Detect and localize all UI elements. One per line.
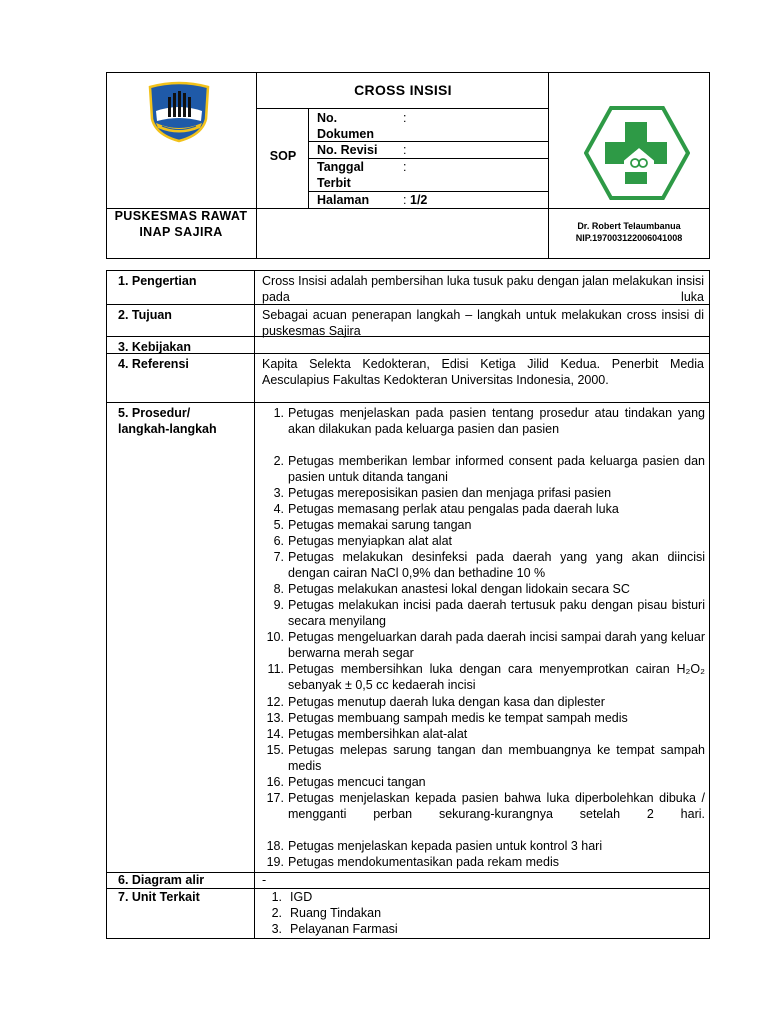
step-number: 9. [273, 598, 284, 612]
step-number: 14. [266, 727, 284, 741]
step-text: Petugas memberikan lembar informed consent pada keluarga pasien dan pasien untuk ditanda tangani [288, 454, 705, 484]
section-pengertian-label: 1. Pengertian [118, 274, 197, 288]
step-number: 11. [267, 662, 284, 676]
section-referensi-text: Kapita Selekta Kedokteran, Edisi Ketiga Jilid Kedua. Penerbit Media Aesculapius Fakultas Kedokteran Universitas Indonesia, 2000. [262, 357, 704, 387]
field-no-revisi-label: No. Revisi [317, 143, 378, 157]
step-number: 18. [266, 839, 284, 853]
sop-label: SOP [269, 149, 297, 163]
field-no-revisi-colon: : [403, 143, 407, 157]
section-tujuan-label: 2. Tujuan [118, 308, 172, 322]
step-number: 2. [273, 454, 284, 468]
step-number: 6. [273, 534, 284, 548]
step-number: 4. [273, 502, 284, 516]
field-no-dokumen-colon: : [403, 111, 407, 125]
unit-text: Ruang Tindakan [290, 906, 382, 920]
sop-title: CROSS INSISI [354, 82, 452, 98]
field-halaman-colon: : [403, 193, 407, 207]
organization-name: PUSKESMAS RAWAT INAP SAJIRA [114, 209, 248, 239]
step-number: 8. [273, 582, 284, 596]
signer-name: Dr. Robert Telaumbanua [577, 221, 681, 231]
step-number: 12. [266, 695, 284, 709]
step-number: 17. [266, 791, 284, 805]
section-kebijakan-label: 3. Kebijakan [118, 340, 191, 354]
step-number: 7. [273, 550, 284, 564]
step-text: Petugas memasang perlak atau pengalas pada daerah luka [288, 502, 619, 516]
section-diagram-label: 6. Diagram alir [118, 873, 205, 887]
step-text: Petugas menutup daerah luka dengan kasa dan diplester [288, 695, 605, 709]
step-text: Petugas melepas sarung tangan dan membuangnya ke tempat sampah medis [288, 743, 705, 773]
step-text: Petugas mereposisikan pasien dan menjaga prifasi pasien [288, 486, 612, 500]
field-tanggal-terbit-label: Tanggal Terbit [317, 160, 364, 190]
field-tanggal-terbit-colon: : [403, 160, 407, 174]
section-unit-label: 7. Unit Terkait [118, 890, 200, 904]
step-number: 19. [266, 855, 284, 869]
field-halaman-label: Halaman [317, 193, 370, 207]
step-text: Petugas melakukan anastesi lokal dengan lidokain secara SC [288, 582, 630, 596]
section-diagram-text: - [262, 873, 267, 887]
section-referensi-label: 4. Referensi [118, 357, 189, 371]
step-text: Petugas memakai sarung tangan [288, 518, 472, 532]
regency-emblem-logo [144, 81, 214, 145]
field-no-dokumen-label: No. Dokumen [317, 111, 374, 141]
step-text: Petugas menjelaskan kepada pasien bahwa luka diperbolehkan dibuka / mengganti perban sekurang-kurangnya setelah 2 hari. [288, 791, 705, 821]
step-number: 15. [266, 743, 284, 757]
step-text: Petugas membersihkan alat-alat [288, 727, 468, 741]
step-text: Petugas menyiapkan alat alat [288, 534, 452, 548]
unit-text: IGD [290, 890, 313, 904]
step-number: 3. [273, 486, 284, 500]
section-prosedur-label: 5. Prosedur/ langkah-langkah [118, 406, 217, 436]
step-text: Petugas menjelaskan pada pasien tentang prosedur atau tindakan yang akan dilakukan pada keluarga pasien dan pasien [288, 406, 705, 436]
step-text: Petugas melakukan incisi pada daerah tertusuk paku dengan pisau bisturi secara menyilang [288, 598, 705, 628]
step-text: Petugas mendokumentasikan pada rekam medis [288, 855, 559, 869]
step-number: 1. [273, 406, 284, 420]
step-number: 5. [273, 518, 284, 532]
step-text: Petugas mengeluarkan darah pada daerah incisi sampai darah yang keluar berwarna merah segar [288, 630, 705, 660]
step-text: Petugas membersihkan luka dengan cara menyemprotkan cairan H₂O₂ sebanyak ± 0,5 cc kedaerah incisi [288, 662, 705, 692]
step-number: 13. [266, 711, 284, 725]
section-pengertian-text: Cross Insisi adalah pembersihan luka tusuk paku dengan jalan melakukan insisi pada luka [262, 274, 704, 304]
unit-number: 2. [271, 906, 282, 920]
step-text: Petugas mencuci tangan [288, 775, 426, 789]
step-text: Petugas membuang sampah medis ke tempat sampah medis [288, 711, 628, 725]
signer-nip: NIP.197003122006041008 [575, 233, 683, 243]
field-halaman-value: 1/2 [410, 193, 428, 207]
unit-number: 3. [271, 922, 282, 936]
unit-text: Pelayanan Farmasi [290, 922, 398, 936]
step-number: 10. [266, 630, 284, 644]
step-text: Petugas menjelaskan kepada pasien untuk kontrol 3 hari [288, 839, 603, 853]
puskesmas-logo [584, 106, 690, 200]
signer-block [548, 220, 710, 244]
section-tujuan-text: Sebagai acuan penerapan langkah – langkah untuk melakukan cross insisi di puskesmas Sajira [262, 308, 704, 338]
unit-number: 1. [271, 890, 282, 904]
step-number: 16. [266, 775, 284, 789]
step-text: Petugas melakukan desinfeksi pada daerah yang yang akan diincisi dengan cairan NaCl 0,9% dan bethadine 10 % [288, 550, 705, 580]
